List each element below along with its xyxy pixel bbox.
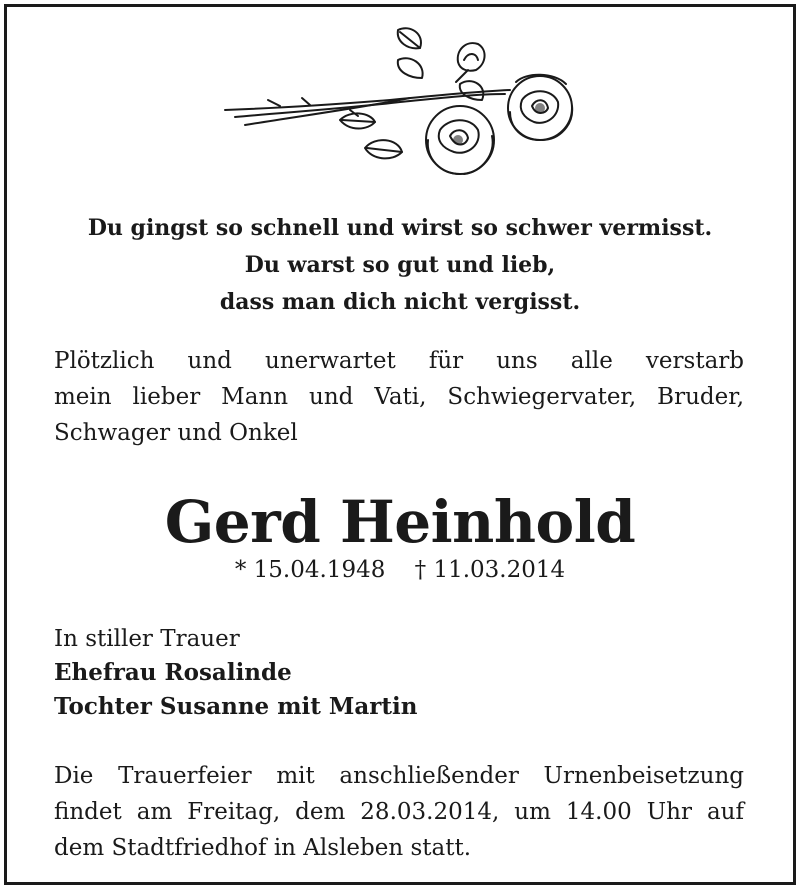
birth-date: * 15.04.1948 xyxy=(234,557,386,583)
mourner: Ehefrau Rosalinde xyxy=(54,659,292,686)
mourners-intro: In stiller Trauer xyxy=(54,626,240,652)
funeral-service-info xyxy=(54,758,744,866)
service-line: Die Trauerfeier mit anschließender Urnenbeisetzung xyxy=(54,763,744,789)
mourner: Tochter Susanne mit Martin xyxy=(54,693,418,720)
poem xyxy=(0,210,800,321)
poem-line: Du warst so gut und lieb, xyxy=(244,252,556,278)
intro-text xyxy=(54,343,744,451)
service-line: findet am Freitag, dem 28.03.2014, um 14.00 Uhr auf xyxy=(54,799,744,825)
roses-illustration xyxy=(220,20,580,190)
poem-line: dass man dich nicht vergisst. xyxy=(219,289,581,315)
intro-line: mein lieber Mann und Vati, Schwiegervater, Bruder, xyxy=(54,384,744,410)
death-date: † 11.03.2014 xyxy=(414,557,566,583)
deceased-name: Gerd Heinhold xyxy=(164,488,636,556)
service-line: dem Stadtfriedhof in Alsleben statt. xyxy=(54,835,472,861)
life-dates xyxy=(0,554,800,586)
intro-line: Plötzlich und unerwartet für uns alle verstarb xyxy=(54,348,744,374)
intro-line: Schwager und Onkel xyxy=(54,420,298,446)
poem-line: Du gingst so schnell und wirst so schwer vermisst. xyxy=(87,215,713,241)
mourners xyxy=(54,622,744,724)
